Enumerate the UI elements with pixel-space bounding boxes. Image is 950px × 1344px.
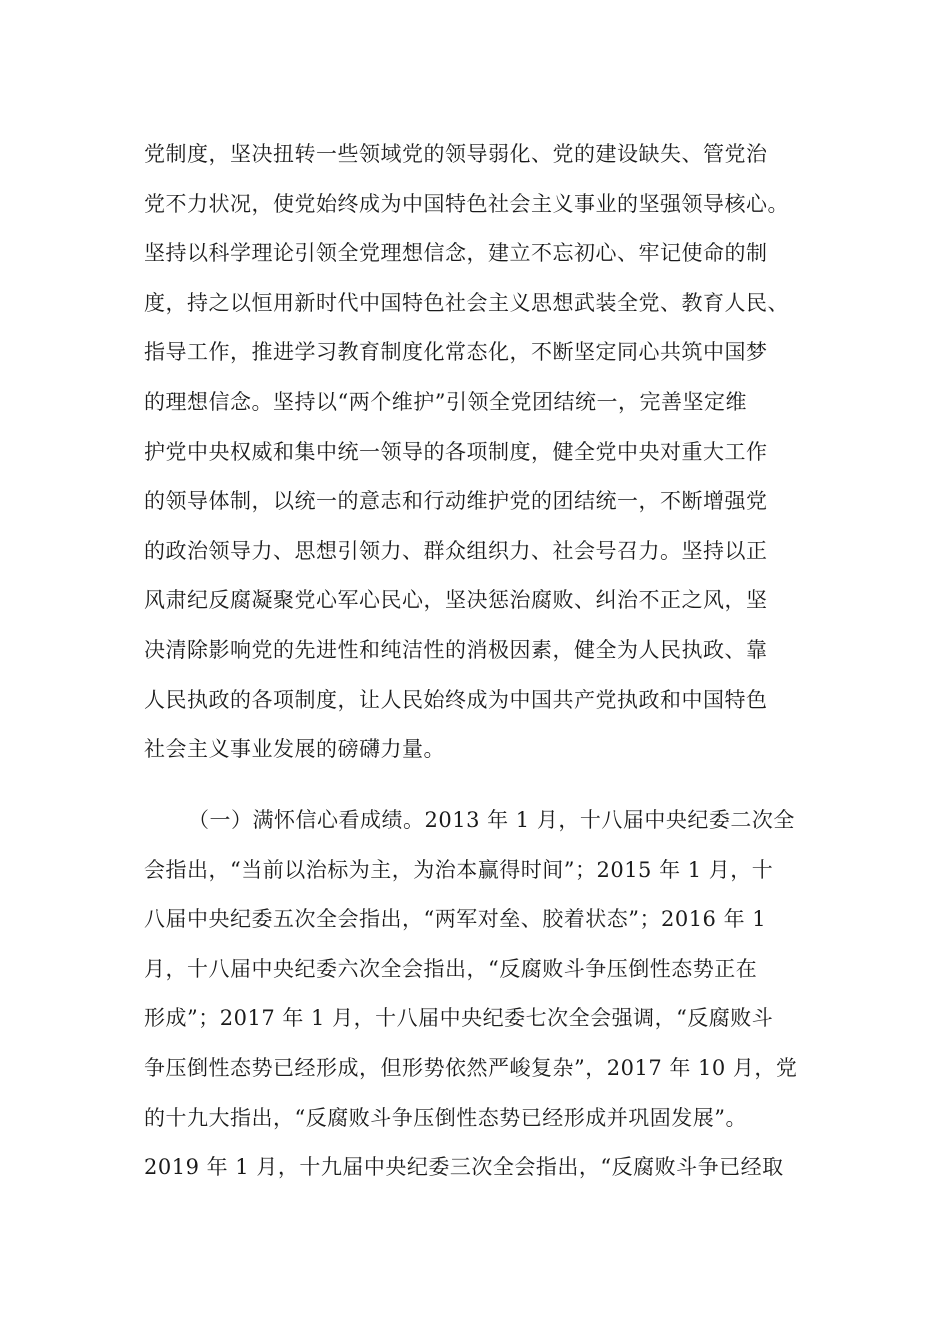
text-line: 人民执政的各项制度，让人民始终成为中国共产党执政和中国特色: [144, 687, 768, 712]
paragraph-achievements: [144, 796, 814, 1193]
text-line: 会指出，“当前以治标为主，为治本赢得时间”；2015 年 1 月，十: [144, 857, 774, 882]
text-line: 决清除影响党的先进性和纯洁性的消极因素，健全为人民执政、靠: [144, 637, 768, 662]
paragraph-party-leadership: [144, 130, 814, 775]
text-line: 指导工作，推进学习教育制度化常态化，不断坚定同心共筑中国梦: [144, 340, 768, 365]
text-line: 的领导体制，以统一的意志和行动维护党的团结统一，不断增强党: [144, 489, 768, 514]
text-line: 的理想信念。坚持以“两个维护”引领全党团结统一，完善坚定维: [144, 389, 747, 414]
text-line: 八届中央纪委五次全会指出，“两军对垒、胶着状态”；2016 年 1: [144, 907, 767, 932]
text-line: 党制度，坚决扭转一些领域党的领导弱化、党的建设缺失、管党治: [144, 142, 768, 166]
text-line: 的政治领导力、思想引领力、群众组织力、社会号召力。坚持以正: [144, 538, 768, 563]
text-line: 护党中央权威和集中统一领导的各项制度，健全党中央对重大工作: [144, 439, 768, 464]
text-line: 月，十八届中央纪委六次全会指出，“反腐败斗争压倒性态势正在: [144, 956, 758, 981]
text-line: 争压倒性态势已经形成，但形势依然严峻复杂”，2017 年 10 月，党: [144, 1055, 798, 1080]
text-line: 2019 年 1 月，十九届中央纪委三次全会指出，“反腐败斗争已经取: [144, 1155, 784, 1180]
text-line: 形成”；2017 年 1 月，十八届中央纪委七次全会强调，“反腐败斗: [144, 1006, 774, 1031]
text-line: 社会主义事业发展的磅礴力量。: [144, 737, 445, 762]
text-line: （一）满怀信心看成绩。2013 年 1 月，十八届中央纪委二次全: [188, 808, 795, 832]
text-line: 风肃纪反腐凝聚党心军心民心，坚决惩治腐败、纠治不正之风，坚: [144, 588, 768, 613]
text-line: 坚持以科学理论引领全党理想信念，建立不忘初心、牢记使命的制: [144, 241, 768, 266]
text-line: 的十九大指出，“反腐败斗争压倒性态势已经形成并巩固发展”。: [144, 1105, 747, 1130]
text-line: 度，持之以恒用新时代中国特色社会主义思想武装全党、教育人民、: [144, 290, 789, 315]
text-line: 党不力状况，使党始终成为中国特色社会主义事业的坚强领导核心。: [144, 191, 789, 216]
